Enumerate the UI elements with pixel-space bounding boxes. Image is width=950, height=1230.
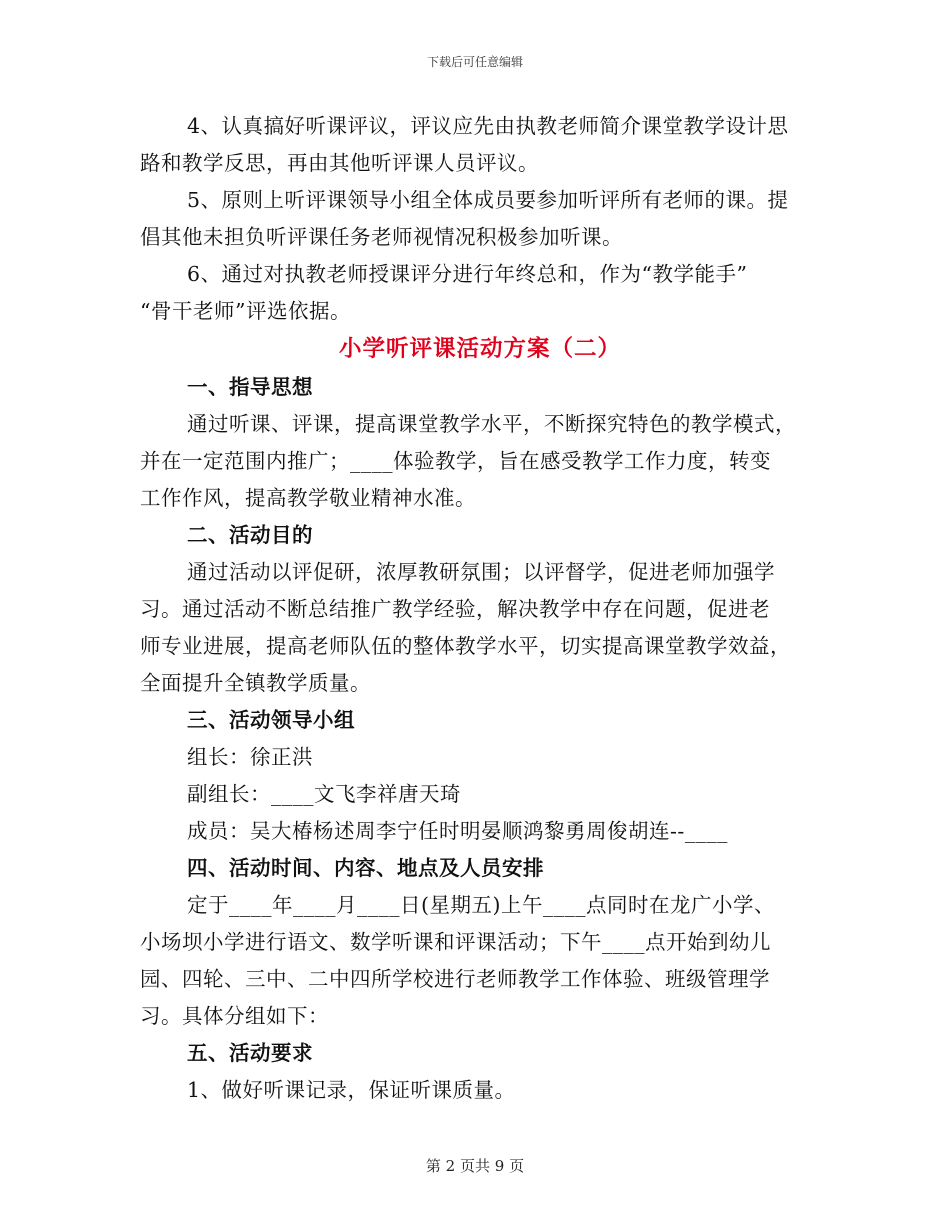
document-body	[140, 108, 820, 1109]
deputy-line: 副组长：____文飞李祥唐天琦	[187, 782, 461, 806]
page-number-footer: 第 2 页共 9 页	[425, 1157, 525, 1175]
section-heading: 五、活动要求	[187, 1041, 313, 1065]
section-line: 并在一定范围内推广；____体验教学，旨在感受教学工作力度，转变	[140, 449, 771, 473]
section-heading: 二、活动目的	[187, 523, 313, 547]
section-heading: 三、活动领导小组	[187, 708, 355, 732]
section-heading: 四、活动时间、内容、地点及人员安排	[187, 856, 544, 880]
section-line: 小场坝小学进行语文、数学听课和评课活动；下午____点开始到幼儿	[140, 930, 771, 954]
document-title: 小学听评课活动方案（二）	[338, 336, 621, 362]
section-line: 师专业进展，提高老师队伍的整体教学水平，切实提高课堂教学效益，	[140, 634, 791, 658]
section-line: 通过活动以评促研，浓厚教研氛围；以评督学，促进老师加强学	[187, 560, 775, 584]
section-line: 工作作风，提高教学敬业精神水准。	[140, 486, 476, 510]
paragraph-line: “骨干老师”评选依据。	[140, 299, 351, 323]
section-line: 习。通过活动不断总结推广教学经验，解决教学中存在问题，促进老	[140, 597, 770, 621]
section-line: 定于____年____月____日(星期五)上午____点同时在龙广小学、	[187, 893, 775, 917]
paragraph-line: 倡其他未担负听评课任务老师视情况积极参加听课。	[140, 225, 623, 249]
section-heading: 一、指导思想	[187, 375, 313, 399]
section-line: 1、做好听课记录，保证听课质量。	[187, 1078, 516, 1102]
paragraph-line: 4、认真搞好听课评议，评议应先由执教老师简介课堂教学设计思	[187, 114, 789, 138]
page-header-note: 下载后可任意编辑	[426, 55, 523, 69]
paragraph-line: 6、通过对执教老师授课评分进行年终总和，作为“教学能手”	[187, 262, 748, 286]
members-line: 成员：吴大椿杨述周李宁任时明晏顺鸿黎勇周俊胡连--____	[187, 819, 728, 843]
leader-line: 组长：徐正洪	[187, 745, 313, 769]
paragraph-line: 5、原则上听评课领导小组全体成员要参加听评所有老师的课。提	[187, 188, 789, 212]
section-line: 全面提升全镇教学质量。	[140, 671, 371, 695]
section-line: 习。具体分组如下：	[140, 1004, 329, 1028]
paragraph-line: 路和教学反思，再由其他听评课人员评议。	[140, 151, 539, 175]
section-line: 通过听课、评课，提高课堂教学水平，不断探究特色的教学模式，	[187, 412, 796, 436]
section-line: 园、四轮、三中、二中四所学校进行老师教学工作体验、班级管理学	[140, 967, 770, 991]
